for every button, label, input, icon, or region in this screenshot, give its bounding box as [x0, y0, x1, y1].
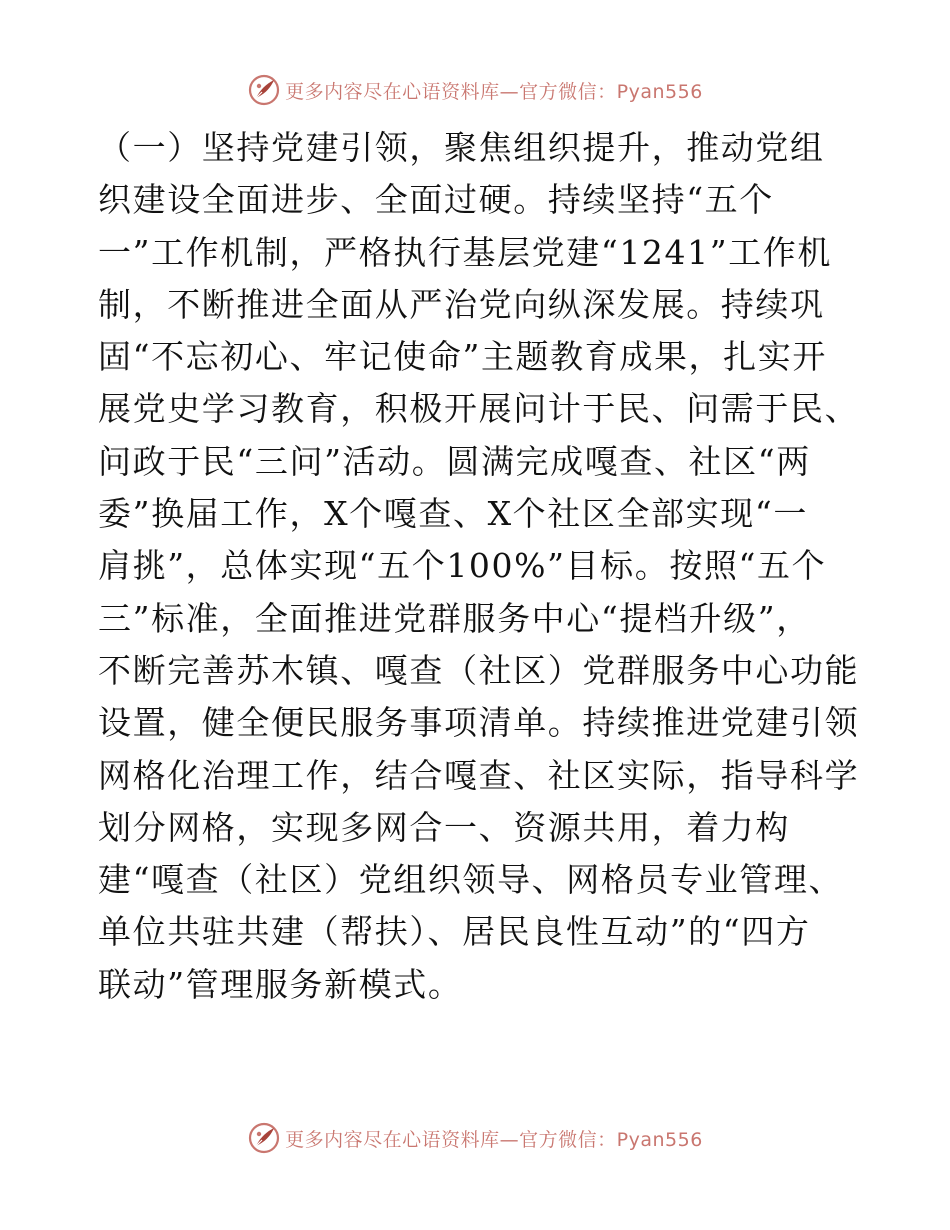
- header-watermark-banner: [0, 70, 950, 110]
- body-line: 肩挑”，总体实现“五个100%”目标。按照“五个: [98, 546, 827, 586]
- body-line: 固“不忘初心、牢记使命”主题教育成果，扎实开: [98, 337, 827, 377]
- body-line: 联动”管理服务新模式。: [98, 964, 463, 1004]
- footer-watermark-banner: [0, 1118, 950, 1158]
- body-line: 织建设全面进步、全面过硬。持续坚持“五个: [98, 180, 774, 220]
- document-body: [98, 122, 858, 1011]
- footer-watermark-text: 更多内容尽在心语资料库—官方微信：Pyan556: [285, 1128, 703, 1151]
- body-line: 不断完善苏木镇、嘎查（社区）党群服务中心功能: [98, 650, 860, 690]
- body-line: 委”换届工作，X个嘎查、X个社区全部实现“一: [98, 494, 808, 534]
- body-line: （一）坚持党建引领，聚焦组织提升，推动党组: [98, 128, 825, 167]
- header-watermark-text: 更多内容尽在心语资料库—官方微信：Pyan556: [285, 80, 703, 103]
- quill-pen-logo-icon: [247, 73, 281, 107]
- body-line: 展党史学习教育，积极开展问计于民、问需于民、: [98, 389, 860, 429]
- body-line: 单位共驻共建（帮扶）、居民良性互动”的“四方: [98, 912, 811, 952]
- body-line: 建“嘎查（社区）党组织领导、网格员专业管理、: [98, 860, 844, 900]
- body-line: 问政于民“三问”活动。圆满完成嘎查、社区“两: [98, 441, 811, 481]
- body-line: 三”标准，全面推进党群服务中心“提档升级”，: [98, 598, 811, 638]
- body-line: 划分网格，实现多网合一、资源共用，着力构: [98, 807, 790, 847]
- body-line: 制，不断推进全面从严治党向纵深发展。持续巩: [98, 284, 825, 324]
- body-line: 设置，健全便民服务事项清单。持续推进党建引领: [98, 703, 860, 743]
- body-line: 网格化治理工作，结合嘎查、社区实际，指导科学: [98, 755, 860, 795]
- body-line: 一”工作机制，严格执行基层党建“1241”工作机: [98, 232, 832, 272]
- quill-pen-logo-icon: [247, 1121, 281, 1155]
